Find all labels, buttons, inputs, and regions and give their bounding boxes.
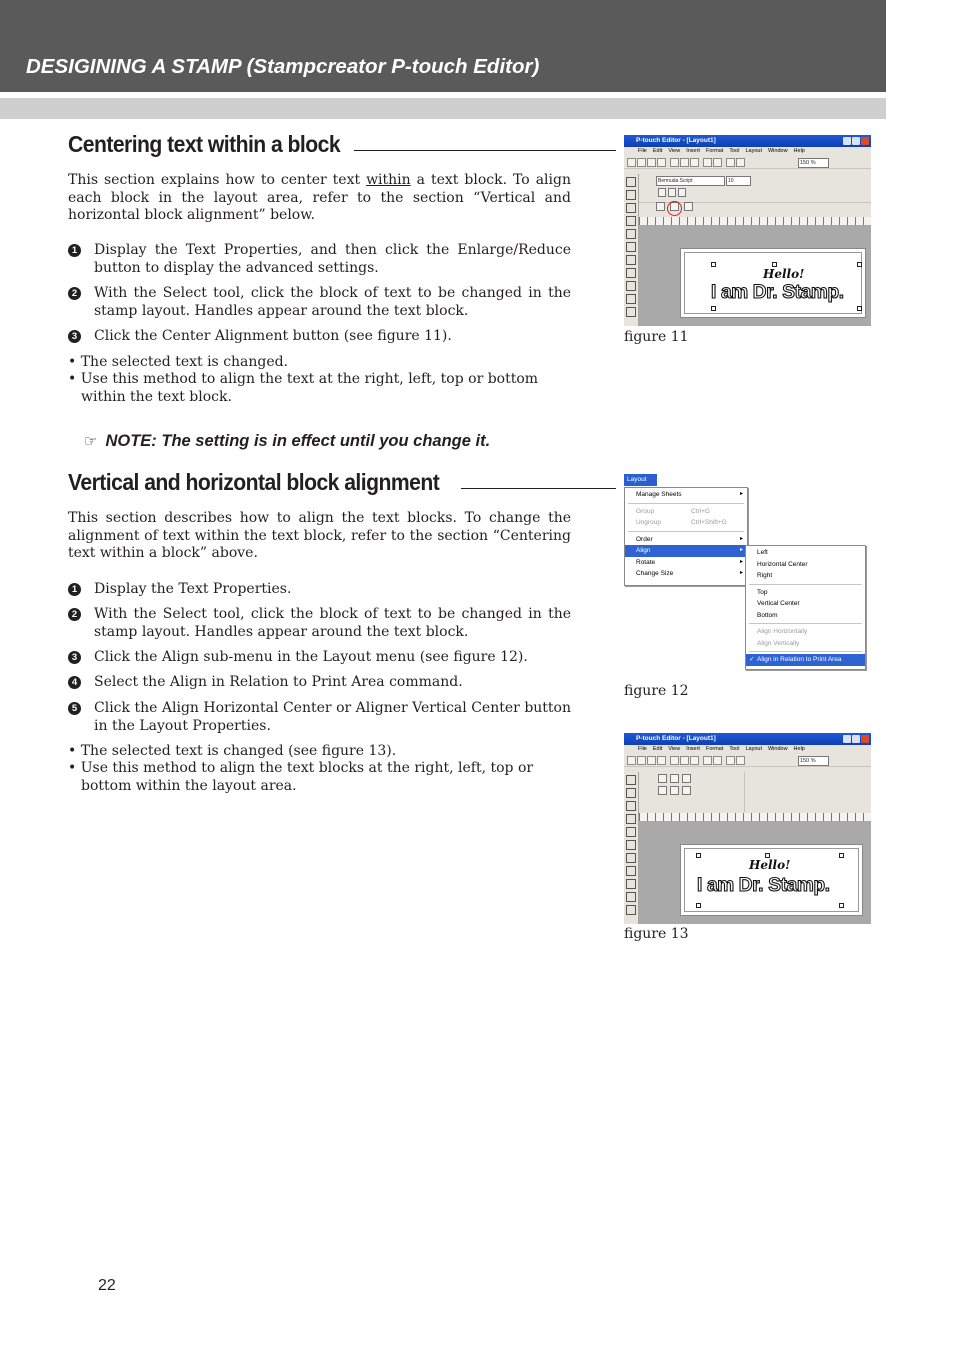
- submenu-item-bottom[interactable]: Bottom: [757, 611, 778, 619]
- zoom-select[interactable]: 150 %: [798, 756, 829, 766]
- paste-icon[interactable]: [690, 756, 699, 765]
- bold-icon[interactable]: [658, 188, 666, 197]
- align-properties-icon[interactable]: [626, 203, 636, 213]
- menu-item-align[interactable]: [625, 545, 747, 557]
- step-text: Click the Center Alignment button (see figure 11).: [94, 328, 452, 344]
- section1-heading: Centering text within a block: [68, 131, 341, 157]
- zoom-select[interactable]: 150 %: [798, 158, 829, 168]
- layout-menu-title[interactable]: Layout: [624, 474, 657, 486]
- font-size-select[interactable]: 10: [726, 176, 751, 186]
- step-number-badge: 2: [68, 608, 81, 621]
- copy-icon[interactable]: [680, 756, 689, 765]
- submenu-arrow-icon: ▸: [739, 558, 743, 565]
- window-controls: [843, 735, 869, 743]
- step-text: With the Select tool, click the block of text to be changed in the stamp layout. Handles appear around the text block.: [94, 606, 571, 640]
- menu-help[interactable]: Help: [793, 746, 805, 752]
- window-titlebar: [624, 733, 871, 745]
- figure-13-screenshot: [624, 733, 871, 924]
- step-text: Display the Text Properties.: [94, 581, 292, 597]
- page-header-title: DESIGINING A STAMP (Stampcreator P-touch Editor): [26, 55, 540, 78]
- undo-icon[interactable]: [703, 158, 712, 167]
- menu-separator: [628, 531, 744, 532]
- section1-intro-part2: a text block. To align each block in the layout area, refer to the section “Vertical and horizontal block alignment” below.: [68, 172, 571, 223]
- text-properties-icon[interactable]: [626, 177, 636, 187]
- menu-help[interactable]: Help: [793, 148, 805, 154]
- menu-insert[interactable]: Insert: [686, 148, 700, 154]
- selection-handle[interactable]: [857, 262, 862, 267]
- menu-item-shortcut: Ctrl+G: [691, 507, 710, 515]
- undo-icon[interactable]: [703, 756, 712, 765]
- submenu-item-right[interactable]: Right: [757, 572, 773, 579]
- selection-handle[interactable]: [839, 853, 844, 858]
- align-properties-icon[interactable]: [626, 801, 636, 811]
- figure-12-caption: figure 12: [624, 683, 689, 699]
- section1-heading-row: [68, 131, 616, 158]
- section1-bullet-2: • Use this method to align the text at the right, left, top or bottom within the text block.: [68, 371, 539, 405]
- layout-properties-bar: [638, 772, 745, 812]
- checkmark-icon: ✓: [749, 656, 755, 663]
- tools-sidebar: [624, 772, 639, 924]
- align-top-icon[interactable]: [658, 786, 667, 795]
- section2-heading-row: [68, 469, 616, 496]
- menu-item-shortcut: Ctrl+Shift+G: [691, 519, 727, 526]
- page-number: 22: [98, 1277, 116, 1294]
- section1-intro: [68, 172, 571, 225]
- section2-step-3: [68, 649, 571, 667]
- menu-separator: [628, 503, 744, 504]
- section2-bullet-1: • The selected text is changed (see figure 13).: [68, 743, 397, 759]
- step-number-badge: 1: [68, 244, 81, 257]
- menu-item-change-size[interactable]: [625, 568, 747, 580]
- text-tool-icon[interactable]: [626, 827, 636, 837]
- selection-handle[interactable]: [711, 262, 716, 267]
- step-text: With the Select tool, click the block of text to be changed in the stamp layout. Handles appear around the text block.: [94, 285, 571, 319]
- align-bottom-icon[interactable]: [682, 786, 691, 795]
- selection-handle[interactable]: [696, 903, 701, 908]
- section1-step-3: [68, 328, 571, 346]
- menu-edit[interactable]: Edit: [652, 148, 663, 154]
- section2-heading: Vertical and horizontal block alignment: [68, 469, 440, 495]
- copy-icon[interactable]: [680, 158, 689, 167]
- submenu-arrow-icon: ▸: [739, 547, 743, 553]
- step-text: Click the Align sub-menu in the Layout menu (see figure 12).: [94, 649, 528, 665]
- layout-properties-icon[interactable]: [626, 788, 636, 798]
- figure-13-caption: figure 13: [624, 926, 689, 942]
- grid-icon[interactable]: [736, 158, 745, 167]
- maximize-icon: [852, 137, 860, 145]
- horizontal-ruler: [639, 217, 871, 225]
- paste-icon[interactable]: [690, 158, 699, 167]
- select-tool-icon[interactable]: [626, 216, 636, 226]
- window-title: P-touch Editor - [Layout1]: [636, 137, 716, 144]
- minimize-icon: [843, 137, 851, 145]
- step-text: Click the Align Horizontal Center or Aligner Vertical Center button in the Layout Properties.: [94, 700, 571, 734]
- stamp-text-line2: I am Dr. Stamp.: [697, 875, 830, 896]
- note-text: NOTE: The setting is in effect until you change it.: [105, 432, 491, 450]
- section2-intro: This section describes how to align the text blocks. To change the alignment of text within the text block, refer to the section “Centering text within a block” above.: [68, 510, 571, 561]
- figure-12-screenshot: [624, 474, 868, 670]
- rectangle-tool-icon[interactable]: [626, 866, 636, 876]
- submenu-item-top[interactable]: Top: [757, 588, 768, 596]
- tools-sidebar: [624, 174, 639, 326]
- menu-separator: [749, 623, 862, 624]
- menu-item-order[interactable]: [625, 534, 747, 546]
- cut-icon[interactable]: [670, 158, 679, 167]
- section1-intro-part1: This section explains how to center text: [68, 172, 367, 188]
- menu-file[interactable]: File: [638, 746, 647, 752]
- section1-step-2: [68, 285, 571, 320]
- text-properties-bar: [638, 174, 871, 203]
- font-name-select[interactable]: Bermuda Script: [656, 176, 725, 186]
- step-number-badge: 1: [68, 583, 81, 596]
- rounded-rectangle-tool-icon[interactable]: [626, 281, 636, 291]
- section1-heading-rule: [354, 150, 616, 151]
- figure-11-screenshot: [624, 135, 871, 326]
- selection-handle[interactable]: [711, 306, 716, 311]
- section2-step-1: [68, 581, 571, 599]
- menu-item-label: Rotate: [636, 558, 656, 566]
- menu-item-label: Ungroup: [636, 519, 661, 526]
- text-properties-icon[interactable]: [626, 775, 636, 785]
- grid-icon[interactable]: [736, 756, 745, 765]
- rounded-rectangle-tool-icon[interactable]: [626, 879, 636, 889]
- step-number-badge: 3: [68, 651, 81, 664]
- step-number-badge: 2: [68, 287, 81, 300]
- maximize-icon: [852, 735, 860, 743]
- underline-icon[interactable]: [678, 188, 686, 197]
- align-vertical-center-icon[interactable]: [670, 786, 679, 795]
- section1-step-1: [68, 242, 571, 277]
- figure-11-caption: figure 11: [624, 329, 689, 345]
- align-left-icon[interactable]: [656, 202, 665, 211]
- submenu-item-left[interactable]: Left: [757, 549, 768, 556]
- menu-tool[interactable]: Tool: [729, 148, 740, 154]
- freehand-tool-icon[interactable]: [626, 307, 636, 317]
- menu-window[interactable]: Window: [767, 148, 788, 154]
- menu-insert[interactable]: Insert: [686, 746, 700, 752]
- menu-window[interactable]: Window: [767, 746, 788, 752]
- open-icon[interactable]: [637, 158, 646, 167]
- submenu-item-vertical-center[interactable]: Vertical Center: [757, 600, 800, 607]
- print-icon[interactable]: [657, 756, 666, 765]
- menu-format[interactable]: Format: [705, 148, 724, 154]
- align-submenu: [745, 545, 866, 670]
- select-tool-icon[interactable]: [626, 814, 636, 824]
- ellipse-tool-icon[interactable]: [626, 892, 636, 902]
- align-left-icon[interactable]: [658, 774, 667, 783]
- close-icon: [861, 137, 869, 145]
- align-horizontal-center-icon[interactable]: [670, 774, 679, 783]
- submenu-item-align-vertically: Align Vertically: [757, 639, 800, 647]
- submenu-item-horizontal-center[interactable]: Horizontal Center: [757, 560, 808, 568]
- stamp-layout[interactable]: [680, 248, 866, 318]
- menu-item-label: Order: [636, 535, 653, 543]
- new-icon[interactable]: [627, 158, 636, 167]
- section1-intro-underlined: within: [366, 172, 411, 188]
- step-number-badge: 3: [68, 330, 81, 343]
- submenu-arrow-icon: ▸: [739, 570, 743, 576]
- menu-view[interactable]: View: [668, 148, 681, 154]
- close-icon: [861, 735, 869, 743]
- menu-item-label: Change Size: [636, 570, 674, 577]
- menu-item-label: Align: [636, 547, 651, 554]
- section2-step-5: [68, 700, 571, 735]
- stamp-layout[interactable]: [680, 844, 863, 916]
- line-tool-icon[interactable]: [626, 853, 636, 863]
- submenu-item-align-horizontally: Align Horizontally: [757, 628, 808, 635]
- cut-icon[interactable]: [670, 756, 679, 765]
- window-title: P-touch Editor - [Layout1]: [636, 735, 716, 742]
- submenu-item-align-in-relation-to-print-area[interactable]: [746, 654, 865, 666]
- section2-step-2: [68, 606, 571, 641]
- menu-format[interactable]: Format: [705, 746, 724, 752]
- menu-view[interactable]: View: [668, 746, 681, 752]
- menu-item-ungroup: [625, 517, 747, 529]
- menu-item-rotate[interactable]: [625, 557, 747, 569]
- menu-item-label: Group: [636, 507, 655, 515]
- menubar: [624, 147, 871, 156]
- selection-handle[interactable]: [696, 853, 701, 858]
- section2-bullet-2: • Use this method to align the text blocks at the right, left, top or bottom within the layout area.: [68, 760, 534, 794]
- highlight-circle: [667, 201, 682, 216]
- menu-file[interactable]: File: [638, 148, 647, 154]
- menu-item-manage-sheets[interactable]: [625, 489, 747, 501]
- standard-toolbar: [624, 156, 871, 169]
- new-icon[interactable]: [627, 756, 636, 765]
- section1-note: [84, 432, 490, 451]
- pointing-hand-icon: ☞: [84, 433, 98, 450]
- freehand-tool-icon[interactable]: [626, 905, 636, 915]
- submenu-arrow-icon: ▸: [739, 491, 743, 497]
- submenu-arrow-icon: ▸: [739, 535, 743, 542]
- save-icon[interactable]: [647, 756, 656, 765]
- window-titlebar: [624, 135, 871, 147]
- section2-step-4: [68, 674, 571, 692]
- print-icon[interactable]: [657, 158, 666, 167]
- italic-icon[interactable]: [668, 188, 676, 197]
- text-icon[interactable]: [726, 158, 735, 167]
- selection-handle[interactable]: [839, 903, 844, 908]
- open-icon[interactable]: [637, 756, 646, 765]
- stamp-text-line1: Hello!: [763, 267, 805, 281]
- vertical-text-tool-icon[interactable]: [626, 840, 636, 850]
- redo-icon[interactable]: [713, 756, 722, 765]
- step-text: Display the Text Properties, and then click the Enlarge/Reduce button to display the advanced settings.: [94, 242, 571, 276]
- standard-toolbar: [624, 754, 871, 767]
- menu-layout[interactable]: Layout: [745, 746, 762, 752]
- horizontal-ruler: [639, 813, 871, 821]
- menu-item-group: [625, 506, 747, 518]
- minimize-icon: [843, 735, 851, 743]
- menu-separator: [749, 651, 862, 652]
- window-controls: [843, 137, 869, 145]
- line-tool-icon[interactable]: [626, 255, 636, 265]
- layout-menu: [624, 487, 748, 586]
- layout-properties-icon[interactable]: [626, 190, 636, 200]
- section1-bullet-1: • The selected text is changed.: [68, 354, 289, 370]
- text-icon[interactable]: [726, 756, 735, 765]
- redo-icon[interactable]: [713, 158, 722, 167]
- save-icon[interactable]: [647, 158, 656, 167]
- menu-tool[interactable]: Tool: [729, 746, 740, 752]
- menu-item-label: Manage Sheets: [636, 491, 682, 498]
- vertical-text-tool-icon[interactable]: [626, 242, 636, 252]
- step-text: Select the Align in Relation to Print Area command.: [94, 674, 463, 690]
- align-right-icon[interactable]: [682, 774, 691, 783]
- menu-edit[interactable]: Edit: [652, 746, 663, 752]
- menu-layout[interactable]: Layout: [745, 148, 762, 154]
- ellipse-tool-icon[interactable]: [626, 294, 636, 304]
- text-tool-icon[interactable]: [626, 229, 636, 239]
- stamp-text-line2: I am Dr. Stamp.: [711, 282, 844, 303]
- align-right-icon[interactable]: [684, 202, 693, 211]
- header-sub-band: [0, 98, 886, 119]
- menu-item-label: Align in Relation to Print Area: [757, 656, 842, 663]
- step-number-badge: 4: [68, 676, 81, 689]
- stamp-text-line1: Hello!: [749, 858, 791, 872]
- rectangle-tool-icon[interactable]: [626, 268, 636, 278]
- section2-heading-rule: [461, 488, 616, 489]
- selection-handle[interactable]: [857, 306, 862, 311]
- menubar: [624, 745, 871, 754]
- menu-separator: [749, 584, 862, 585]
- step-number-badge: 5: [68, 702, 81, 715]
